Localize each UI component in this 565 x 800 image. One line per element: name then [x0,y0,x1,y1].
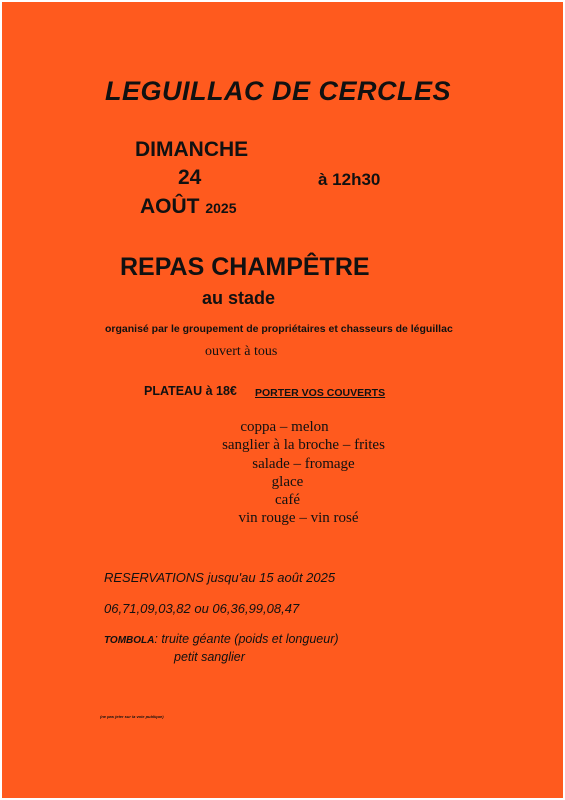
event-day: DIMANCHE [135,138,249,161]
event-venue: au stade [202,288,276,308]
event-month-year [140,195,237,219]
bring-cutlery-note: PORTER VOS COUVERTS [255,387,386,399]
tombola-label: TOMBOLA [104,635,155,646]
tombola-prize: : truite géante (poids et longueur) [154,632,339,646]
event-date-number: 24 [178,166,202,189]
tombola-line [104,632,339,646]
menu-item: vin rouge – vin rosé [238,510,359,527]
price-label: PLATEAU à 18€ [144,384,237,398]
menu-item: salade – fromage [252,455,355,472]
organizer-line: organisé par le groupement de propriétaires et chasseurs de léguillac [105,323,453,335]
event-time: à 12h30 [318,170,381,189]
reservations-deadline: RESERVATIONS jusqu'au 15 août 2025 [104,570,336,585]
open-to-all: ouvert à tous [205,344,278,359]
event-name: REPAS CHAMPÊTRE [120,253,370,281]
menu-item: coppa – melon [240,419,329,435]
event-month: AOÛT [140,195,200,218]
poster-sheet [2,2,563,798]
footnote: (ne pas jeter sur la voie publique) [100,714,164,719]
poster-title: LEGUILLAC DE CERCLES [105,76,452,106]
tombola-prize-2: petit sanglier [174,650,245,664]
event-year: 2025 [205,200,237,216]
phone-numbers: 06,71,09,03,82 ou 06,36,99,08,47 [104,601,300,616]
menu-item: café [275,492,300,509]
menu-item: glace [271,473,304,490]
menu-item: sanglier à la broche – frites [222,437,385,454]
menu-list [2,418,563,528]
